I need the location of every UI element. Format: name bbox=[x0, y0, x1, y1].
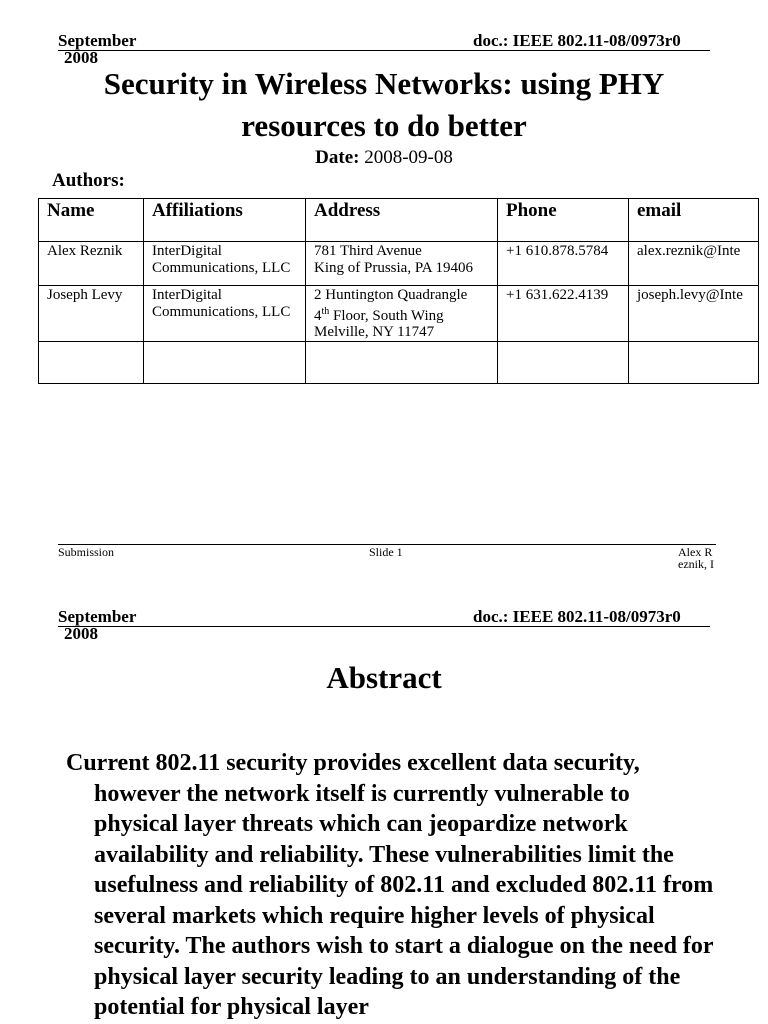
address-line: 2 Huntington Quadrangle bbox=[314, 287, 468, 303]
header-date-year: 2008 bbox=[64, 48, 98, 67]
cell-phone: +1 610.878.5784 bbox=[498, 242, 629, 286]
slide-title bbox=[0, 63, 768, 147]
cell-affiliation bbox=[144, 242, 306, 286]
table-row bbox=[39, 242, 759, 286]
table-row-empty bbox=[39, 341, 759, 383]
date-label: Date: bbox=[315, 147, 360, 168]
footer-author bbox=[678, 546, 716, 574]
address-line: 781 Third Avenue bbox=[314, 243, 422, 259]
header-rule bbox=[58, 50, 710, 51]
header-email: email bbox=[629, 199, 759, 242]
address-line: King of Prussia, PA 19406 bbox=[314, 259, 474, 276]
header-date bbox=[58, 608, 136, 642]
date-line bbox=[0, 147, 768, 169]
floor-text: Floor, South Wing bbox=[329, 307, 444, 324]
header-name: Name bbox=[39, 199, 144, 242]
cell-address bbox=[306, 242, 498, 286]
cell-phone: +1 631.622.4139 bbox=[498, 286, 629, 342]
empty-cell bbox=[39, 341, 144, 383]
empty-cell bbox=[144, 341, 306, 383]
empty-cell bbox=[498, 341, 629, 383]
address-line bbox=[314, 304, 489, 325]
header-date-month: September bbox=[58, 607, 137, 626]
cell-name: Joseph Levy bbox=[39, 286, 144, 342]
abstract-heading: Abstract bbox=[326, 660, 442, 695]
empty-cell bbox=[306, 341, 498, 383]
cell-name: Alex Reznik bbox=[39, 242, 144, 286]
footer-slide-number: Slide 1 bbox=[369, 545, 403, 559]
header-doc-id: doc.: IEEE 802.11-08/0973r0 bbox=[473, 607, 681, 626]
table-header-row bbox=[39, 199, 759, 242]
cell-affiliation bbox=[144, 286, 306, 342]
affiliation-line: Communications, LLC bbox=[152, 303, 291, 320]
footer-submission: Submission bbox=[58, 545, 115, 559]
authors-table bbox=[38, 198, 759, 384]
empty-cell bbox=[629, 341, 759, 383]
footer-author-line: Alex R bbox=[678, 546, 713, 559]
header-date bbox=[58, 32, 136, 66]
cell-email: alex.reznik@Inte bbox=[629, 242, 759, 286]
affiliation-line: Communications, LLC bbox=[152, 259, 291, 276]
cell-address bbox=[306, 286, 498, 342]
header-affiliations: Affiliations bbox=[144, 199, 306, 242]
address-line: Melville, NY 11747 bbox=[314, 324, 435, 340]
abstract-body: Current 802.11 security provides excellent data security, however the network itself is currently vulnerable to physical layer threats which can jeopardize network availability and reliability. These vulnerabilities limit the usefulness and reliability of 802.11 and excluded 802.11 from several markets which require higher levels of physical security. The authors wish to start a dialogue on the need for physical layer security leading to an understanding of the potential for physical layer bbox=[66, 750, 714, 1020]
header-address: Address bbox=[306, 199, 498, 242]
floor-number: 4 bbox=[314, 307, 322, 324]
footer-author-line: eznik, I bbox=[678, 557, 714, 571]
slide-title-line-2: resources to do better bbox=[241, 108, 527, 143]
header-date-month: September bbox=[58, 31, 137, 50]
authors-label: Authors: bbox=[52, 170, 125, 191]
header-rule bbox=[58, 626, 710, 627]
affiliation-line: InterDigital bbox=[152, 287, 222, 303]
floor-suffix: th bbox=[321, 305, 330, 317]
table-row bbox=[39, 286, 759, 342]
header-date-year: 2008 bbox=[64, 624, 98, 643]
date-value: 2008-09-08 bbox=[364, 147, 453, 168]
header-doc-id: doc.: IEEE 802.11-08/0973r0 bbox=[473, 31, 681, 50]
cell-email: joseph.levy@Inte bbox=[629, 286, 759, 342]
slide-title-line-1: Security in Wireless Networks: using PHY bbox=[103, 66, 665, 101]
header-phone: Phone bbox=[498, 199, 629, 242]
affiliation-line: InterDigital bbox=[152, 243, 222, 259]
